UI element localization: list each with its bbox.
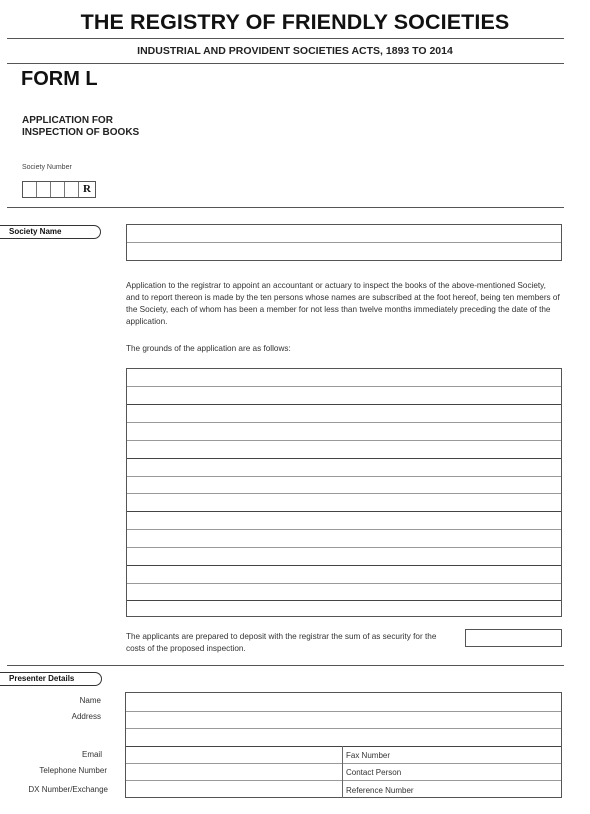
society-name-field[interactable] [126,224,562,261]
deposit-text: The applicants are prepared to deposit with the registrar the sum of as security for the costs of the proposed inspection. [126,632,437,653]
society-number-digit-3[interactable] [51,182,65,197]
presenter-line [126,728,561,729]
presenter-line [126,780,561,781]
society-number-suffix: R [83,183,91,195]
email-label: Email [81,750,102,759]
grounds-line [127,583,561,584]
grounds-field[interactable] [126,368,562,617]
section-rule [7,207,564,208]
grounds-line [127,511,561,512]
grounds-line [127,547,561,548]
registry-title: THE REGISTRY OF FRIENDLY SOCIETIES [80,10,510,34]
presenter-rule [7,665,564,666]
society-name-row-divider [127,242,561,243]
grounds-line [127,422,561,423]
telephone-label: Telephone Number [39,766,107,775]
grounds-line [127,440,561,441]
grounds-line [127,404,561,405]
grounds-line [127,600,561,601]
presenter-line [126,711,561,712]
society-number-digit-2[interactable] [37,182,51,197]
fax-label: Fax Number [346,751,391,760]
name-label: Name [79,696,101,705]
address-label: Address [71,712,101,721]
dx-label: DX Number/Exchange [28,785,108,794]
society-number-digit-4[interactable] [65,182,79,197]
acts-rule [7,63,564,64]
society-number-label: Society Number [22,164,72,171]
presenter-details-tab: Presenter Details [0,672,102,686]
grounds-line [127,458,561,459]
contact-person-label: Contact Person [346,768,402,777]
grounds-line [127,529,561,530]
grounds-line [127,476,561,477]
grounds-text: The grounds of the application are as follows: [126,344,291,353]
presenter-column-divider [342,746,343,798]
application-text: Application to the registrar to appoint an accountant or actuary to inspect the books of the above-mentioned Society, and to report thereon is made by the ten persons whose names are subscribed at the foot hereof, being ten members of the Society, each of whom has been a member for not less than twelve months immediately preceding the date of the application. [126,281,560,326]
application-title: APPLICATION FOR INSPECTION OF BOOKS [22,115,140,138]
grounds-line [127,386,561,387]
reference-number-label: Reference Number [346,786,414,795]
acts-subtitle: INDUSTRIAL AND PROVIDENT SOCIETIES ACTS, 1893 TO 2014 [137,45,453,57]
presenter-line [126,763,561,764]
header-rule [7,38,564,39]
grounds-line [127,493,561,494]
presenter-details-field[interactable] [125,692,562,798]
presenter-line [126,746,561,747]
deposit-amount-field[interactable] [465,629,562,647]
grounds-line [127,565,561,566]
society-number-field[interactable] [22,181,96,198]
society-name-tab: Society Name [0,225,101,239]
society-number-digit-1[interactable] [23,182,37,197]
form-title: FORM L [21,68,98,90]
